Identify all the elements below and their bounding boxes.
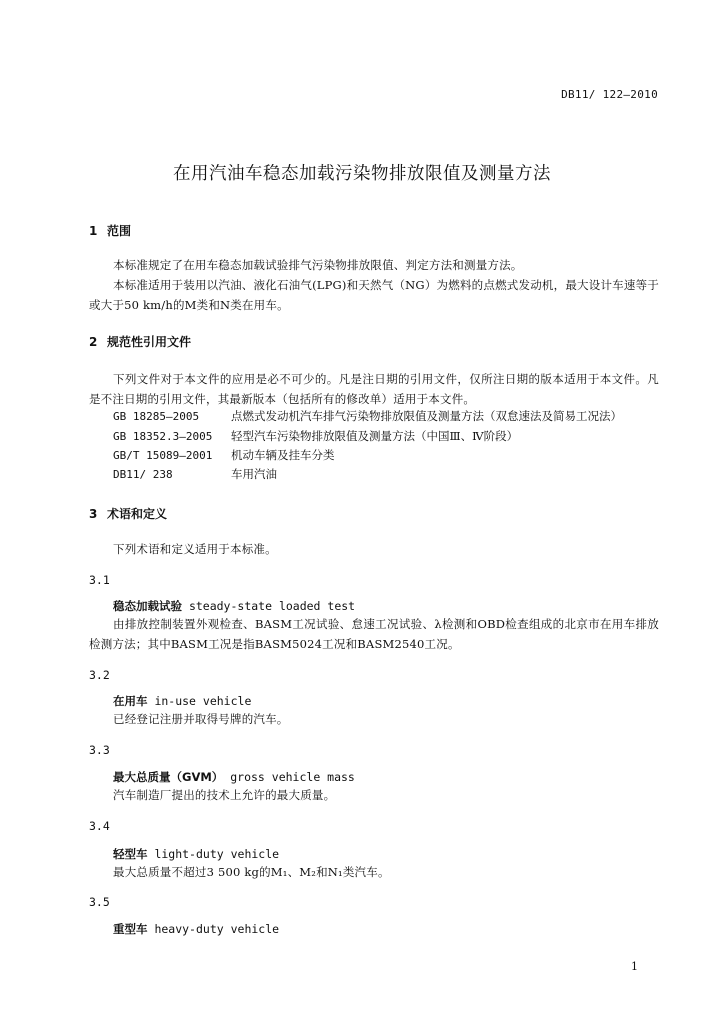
reference-code: DB11/ 238 — [113, 468, 173, 481]
subsection-number: 3.5 — [89, 895, 110, 909]
term-definition: 由排放控制装置外观检查、BASM工况试验、怠速工况试验、λ检测和OBD检查组成的北京市在用车排放检测方法；其中BASM工况是指BASM5024工况和BASM2540工况。 — [89, 617, 659, 651]
subsection-number: 3.2 — [89, 668, 110, 682]
reference-item — [113, 447, 335, 463]
reference-name: 机动车辆及挂车分类 — [231, 448, 335, 462]
section-title: 术语和定义 — [107, 507, 168, 521]
section-heading-2 — [89, 333, 191, 350]
standard-number: DB11/ 122—2010 — [561, 88, 658, 101]
paragraph: 下列文件对于本文件的应用是必不可少的。凡是注日期的引用文件，仅所注日期的版本适用于本文件。凡是不注日期的引用文件，其最新版本（包括所有的修改单）适用于本文件。 — [89, 372, 659, 406]
term-english: gross vehicle mass — [230, 770, 355, 784]
reference-item — [113, 428, 518, 444]
section-number: 1 — [89, 224, 98, 238]
reference-name: 车用汽油 — [231, 467, 277, 481]
subsection-number: 3.1 — [89, 573, 110, 587]
section-number: 2 — [89, 335, 98, 349]
section-heading-1 — [89, 222, 131, 239]
term-english: steady-state loaded test — [188, 599, 356, 613]
term-english: in-use vehicle — [154, 694, 252, 708]
reference-code: GB/T 15089—2001 — [113, 449, 213, 462]
reference-code: GB 18285—2005 — [113, 410, 200, 423]
section-number: 3 — [89, 507, 98, 521]
term-heading — [113, 769, 355, 785]
term-english: heavy-duty vehicle — [154, 922, 280, 936]
reference-item — [113, 466, 277, 482]
reference-code: GB 18352.3—2005 — [113, 430, 213, 443]
page-number: 1 — [631, 960, 638, 973]
term-definition: 汽车制造厂提出的技术上允许的最大质量。 — [113, 788, 336, 802]
section-title: 范围 — [107, 224, 132, 238]
subsection-number: 3.3 — [89, 743, 110, 757]
section-heading-3 — [89, 505, 167, 522]
term-chinese: 稳态加载试验 — [113, 599, 182, 613]
paragraph: 本标准适用于装用以汽油、液化石油气(LPG)和天然气（NG）为燃料的点燃式发动机，最大设计车速等于或大于50 km/h的M类和N类在用车。 — [89, 278, 659, 312]
term-chinese: 最大总质量（GVM） — [113, 770, 224, 784]
paragraph: 下列术语和定义适用于本标准。 — [113, 542, 277, 556]
reference-name: 点燃式发动机汽车排气污染物排放限值及测量方法（双怠速法及简易工况法） — [231, 409, 622, 423]
subsection-number: 3.4 — [89, 819, 110, 833]
section-title: 规范性引用文件 — [107, 335, 192, 349]
paragraph: 本标准规定了在用车稳态加载试验排气污染物排放限值、判定方法和测量方法。 — [113, 258, 523, 272]
term-definition: 最大总质量不超过3 500 kg的M₁、M₂和N₁类汽车。 — [113, 865, 390, 879]
term-heading — [113, 693, 251, 709]
reference-item — [113, 408, 622, 424]
term-english: light-duty vehicle — [154, 847, 280, 861]
term-chinese: 在用车 — [113, 694, 148, 708]
term-chinese: 重型车 — [113, 922, 148, 936]
document-title: 在用汽油车稳态加载污染物排放限值及测量方法 — [173, 164, 551, 184]
term-chinese: 轻型车 — [113, 847, 148, 861]
term-definition: 已经登记注册并取得号牌的汽车。 — [113, 712, 289, 726]
term-heading — [113, 921, 279, 937]
term-heading — [113, 846, 279, 862]
term-heading — [113, 598, 355, 614]
reference-name: 轻型汽车污染物排放限值及测量方法（中国Ⅲ、Ⅳ阶段） — [231, 429, 519, 443]
